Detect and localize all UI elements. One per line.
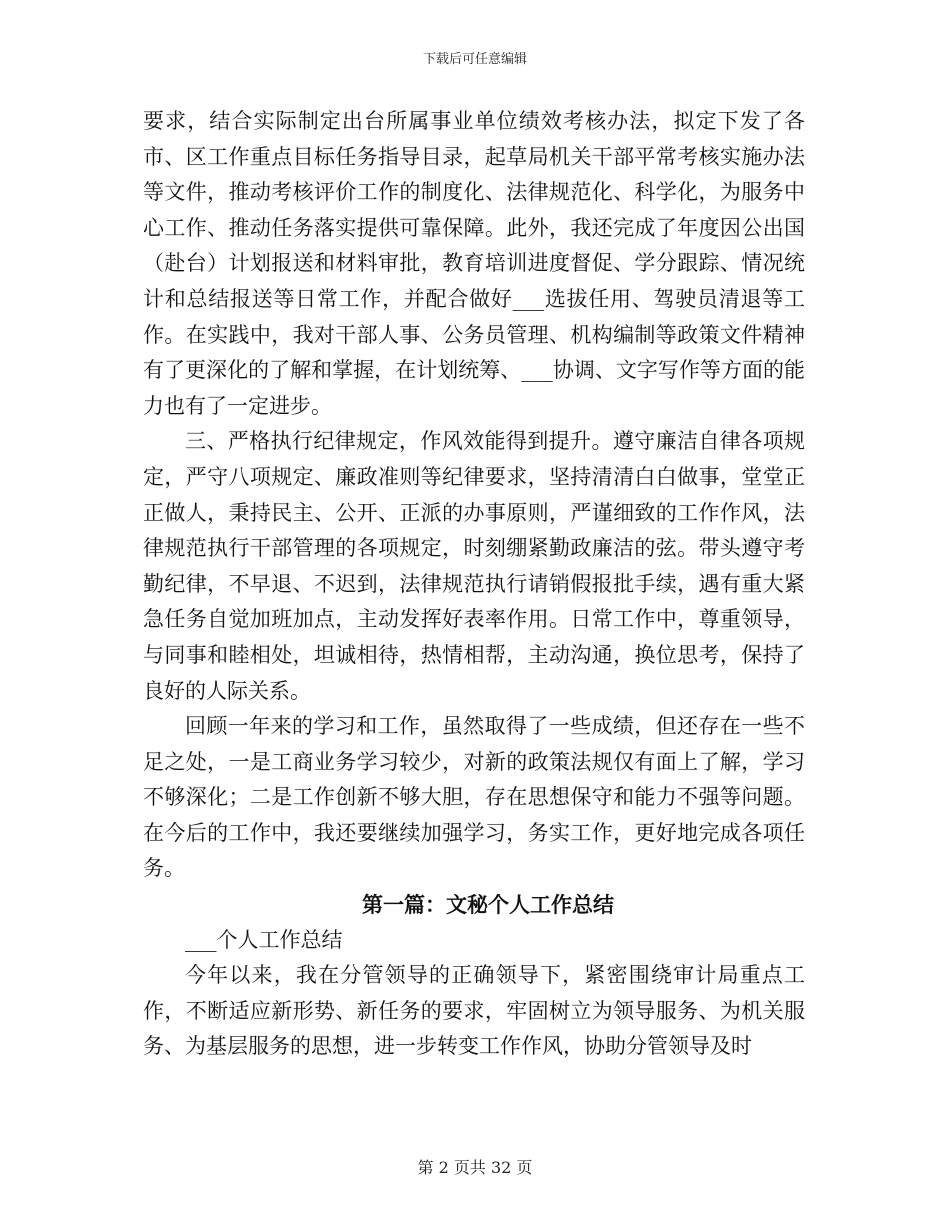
paragraph-section-intro: 今年以来，我在分管领导的正确领导下，紧密围绕审计局重点工作，不断适应新形势、新任务的要求，牢固树立为领导服务、为机关服务、为基层服务的思想，进一步转变工作作风，协助分管领导及时 (143, 963, 805, 1059)
paragraph-continued: 要求，结合实际制定出台所属事业单位绩效考核办法，拟定下发了各市、区工作重点目标任务指导目录，起草局机关干部平常考核实施办法等文件，推动考核评价工作的制度化、法律规范化、科学化，为服务中心工作、推动任务落实提供可靠保障。此外，我还完成了年度因公出国（赴台）计划报送和材料审批，教育培训进度督促、学分跟踪、情况统计和总结报送等日常工作，并配合做好___选拔任用、驾驶员清退等工作。在实践中，我对干部人事、公务员管理、机构编制等政策文件精神有了更深化的了解和掌握，在计划统筹、___协调、文字写作等方面的能力也有了一定进步。 (143, 109, 805, 418)
page-header-note: 下载后可任意编辑 (422, 52, 527, 67)
section-subtitle: ___个人工作总结 (185, 927, 343, 952)
paragraph-discipline: 三、严格执行纪律规定，作风效能得到提升。遵守廉洁自律各项规定，严守八项规定、廉政准则等纪律要求，坚持清清白白做事，堂堂正正做人，秉持民主、公开、正派的办事原则，严谨细致的工作作风，法律规范执行干部管理的各项规定，时刻绷紧勤政廉洁的弦。带头遵守考勤纪律，不早退、不迟到，法律规范执行请销假报批手续，遇有重大紧急任务自觉加班加点，主动发挥好表率作用。日常工作中，尊重领导，与同事和睦相处，坦诚相待，热情相帮，主动沟通，换位思考，保持了良好的人际关系。 (143, 429, 805, 703)
paragraph-review: 回顾一年来的学习和工作，虽然取得了一些成绩，但还存在一些不足之处，一是工商业务学习较少，对新的政策法规仅有面上了解，学习不够深化；二是工作创新不够大胆，存在思想保守和能力不强等问题。在今后的工作中，我还要继续加强学习，务实工作，更好地完成各项任务。 (143, 714, 805, 881)
section-heading: 第一篇：文秘个人工作总结 (362, 892, 614, 918)
page-number: 第 2 页共 32 页 (417, 1158, 533, 1177)
document-body (143, 104, 805, 1065)
